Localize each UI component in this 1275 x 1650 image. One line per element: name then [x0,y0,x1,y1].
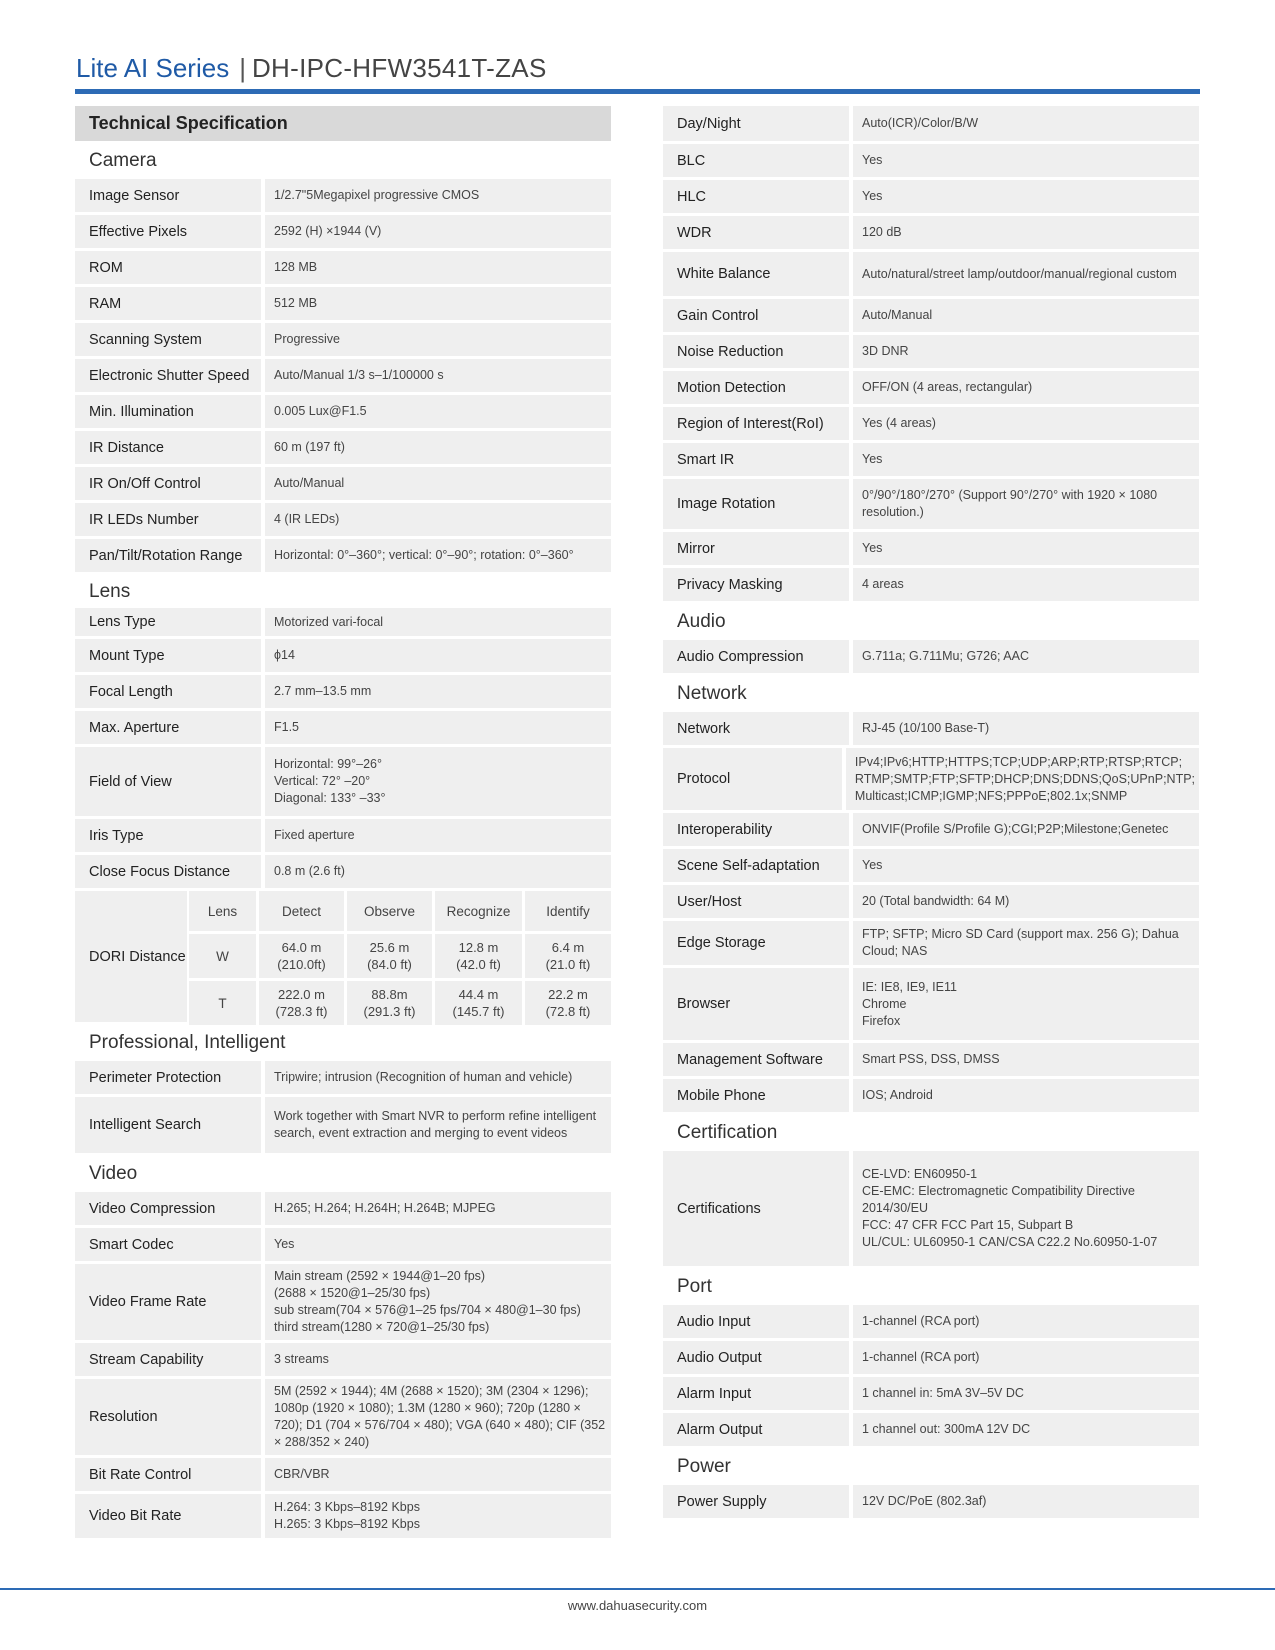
dori-cell: 64.0 m (210.0ft) [259,934,344,978]
spec-value: 3 streams [265,1343,611,1376]
spec-value: 1 channel in: 5mA 3V–5V DC [853,1377,1199,1410]
spec-row [663,813,1199,846]
spec-row [663,1485,1199,1518]
spec-value: Yes [853,144,1199,177]
spec-value: F1.5 [265,711,611,744]
dori-cell: 222.0 m (728.3 ft) [259,981,344,1025]
spec-row [663,1341,1199,1374]
dori-header-cell: Lens [189,891,256,931]
spec-value: 2.7 mm–13.5 mm [265,675,611,708]
spec-label: Image Rotation [663,479,849,529]
spec-value: 4 (IR LEDs) [265,503,611,536]
dori-header-cell: Observe [347,891,432,931]
spec-value: Yes [853,532,1199,565]
spec-value: 3D DNR [853,335,1199,368]
spec-value: 1-channel (RCA port) [853,1305,1199,1338]
spec-row [663,252,1199,296]
spec-value: IE: IE8, IE9, IE11 Chrome Firefox [853,968,1199,1040]
spec-row [663,180,1199,213]
spec-value: OFF/ON (4 areas, rectangular) [853,371,1199,404]
spec-row [75,819,611,852]
spec-row [663,1377,1199,1410]
spec-row [663,849,1199,882]
technical-specification-title: Technical Specification [75,106,611,141]
spec-value: 20 (Total bandwidth: 64 M) [853,885,1199,918]
spec-value: 2592 (H) ×1944 (V) [265,215,611,248]
spec-value: 1-channel (RCA port) [853,1341,1199,1374]
dori-cell: 88.8m (291.3 ft) [347,981,432,1025]
spec-label: Mobile Phone [663,1079,849,1112]
page-header [76,48,547,88]
spec-label: Interoperability [663,813,849,846]
spec-row [663,479,1199,529]
model-number: DH-IPC-HFW3541T-ZAS [251,53,547,83]
header-rule [75,89,1200,94]
spec-row [75,251,611,284]
dori-cell: 25.6 m (84.0 ft) [347,934,432,978]
spec-label: Effective Pixels [75,215,261,248]
spec-value: H.265; H.264; H.264H; H.264B; MJPEG [265,1192,611,1225]
spec-value: 1/2.7"5Megapixel progressive CMOS [265,179,611,212]
spec-row [663,568,1199,601]
spec-label: Mirror [663,532,849,565]
spec-label: Close Focus Distance [75,855,261,888]
spec-value: Main stream (2592 × 1944@1–20 fps) (2688 × 1520@1–25/30 fps) sub stream(704 × 576@1–25 fps/704 × 480@1–30 fps) third stream(1280 × 720@1–25/30 fps) [265,1264,611,1340]
spec-value: Auto/natural/street lamp/outdoor/manual/regional custom [853,252,1199,296]
spec-value: Work together with Smart NVR to perform refine intelligent search, event extraction and merging to event videos [265,1097,611,1153]
spec-label: User/Host [663,885,849,918]
spec-label: Intelligent Search [75,1097,261,1153]
spec-row [75,503,611,536]
spec-value: Auto/Manual 1/3 s–1/100000 s [265,359,611,392]
spec-value: Auto/Manual [265,467,611,500]
spec-label: Perimeter Protection [75,1061,261,1094]
lens-rows [75,608,611,888]
spec-label: Field of View [75,747,261,816]
spec-value: Smart PSS, DSS, DMSS [853,1043,1199,1076]
spec-row [75,711,611,744]
spec-row [75,1379,611,1455]
spec-row [663,640,1199,673]
dori-header-cell: Identify [525,891,611,931]
spec-row [663,1079,1199,1112]
spec-label: Image Sensor [75,179,261,212]
audio-rows [663,640,1199,673]
right-column [663,106,1199,1521]
spec-value: Auto(ICR)/Color/B/W [853,106,1199,141]
spec-value: 128 MB [265,251,611,284]
section-network: Network [677,683,747,704]
spec-label: Audio Input [663,1305,849,1338]
certification-rows [663,1151,1199,1266]
spec-label: White Balance [663,252,849,296]
spec-value: Progressive [265,323,611,356]
spec-row [75,1061,611,1094]
footer-rule [0,1588,1275,1590]
spec-value: IOS; Android [853,1079,1199,1112]
spec-label: Certifications [663,1151,849,1266]
spec-row [663,443,1199,476]
spec-label: Iris Type [75,819,261,852]
spec-value: 12V DC/PoE (802.3af) [853,1485,1199,1518]
dori-header-cell: Recognize [435,891,522,931]
spec-row [663,921,1199,965]
spec-row [663,335,1199,368]
spec-label: RAM [75,287,261,320]
spec-row [75,1494,611,1538]
dori-cell: T [189,981,256,1025]
spec-label: Stream Capability [75,1343,261,1376]
spec-label: Audio Output [663,1341,849,1374]
spec-row [75,855,611,888]
spec-row [663,968,1199,1040]
spec-value: Horizontal: 99°–26° Vertical: 72° –20° Diagonal: 133° –33° [265,747,611,816]
spec-row [75,287,611,320]
spec-row [663,299,1199,332]
footer-website: www.dahuasecurity.com [567,1598,708,1613]
spec-row [75,215,611,248]
spec-label: Video Frame Rate [75,1264,261,1340]
spec-value: Motorized vari-focal [265,608,611,636]
spec-label: BLC [663,144,849,177]
spec-value: ϕ14 [265,639,611,672]
network-rows [663,712,1199,1112]
spec-label: HLC [663,180,849,213]
spec-value: G.711a; G.711Mu; G726; AAC [853,640,1199,673]
spec-label: Resolution [75,1379,261,1455]
section-power: Power [677,1456,731,1477]
spec-label: Edge Storage [663,921,849,965]
spec-row [663,1043,1199,1076]
image-rows [663,106,1199,601]
spec-label: Gain Control [663,299,849,332]
spec-row [663,216,1199,249]
spec-row [663,1413,1199,1446]
spec-value: Yes [265,1228,611,1261]
spec-row [663,144,1199,177]
section-camera: Camera [89,150,157,171]
spec-value: Yes [853,443,1199,476]
spec-row [75,1192,611,1225]
spec-row [75,395,611,428]
spec-value: 0°/90°/180°/270° (Support 90°/270° with 1920 × 1080 resolution.) [853,479,1199,529]
spec-row [663,371,1199,404]
spec-value: Fixed aperture [265,819,611,852]
spec-value: ONVIF(Profile S/Profile G);CGI;P2P;Milestone;Genetec [853,813,1199,846]
spec-row [75,1458,611,1491]
spec-value: 0.8 m (2.6 ft) [265,855,611,888]
spec-value: Tripwire; intrusion (Recognition of human and vehicle) [265,1061,611,1094]
spec-label: WDR [663,216,849,249]
section-professional-intelligent: Professional, Intelligent [89,1032,286,1053]
spec-value: FTP; SFTP; Micro SD Card (support max. 256 G); Dahua Cloud; NAS [853,921,1199,965]
power-rows [663,1485,1199,1518]
spec-label: Browser [663,968,849,1040]
dori-distance-table [75,891,611,1022]
spec-label: Video Compression [75,1192,261,1225]
spec-row [663,748,1199,810]
spec-value: RJ-45 (10/100 Base-T) [853,712,1199,745]
spec-value: 0.005 Lux@F1.5 [265,395,611,428]
spec-row [75,431,611,464]
spec-value: IPv4;IPv6;HTTP;HTTPS;TCP;UDP;ARP;RTP;RTSP;RTCP; RTMP;SMTP;FTP;SFTP;DHCP;DNS;DDNS;QoS;UPnP;NTP; Multicast;ICMP;IGMP;NFS;PPPoE;802.1x;SNMP [846,748,1199,810]
spec-label: Scanning System [75,323,261,356]
spec-label: Motion Detection [663,371,849,404]
spec-row [75,1264,611,1340]
spec-row [663,1305,1199,1338]
spec-label: Smart IR [663,443,849,476]
section-certification: Certification [677,1122,778,1143]
spec-value: Yes [853,180,1199,213]
spec-label: Bit Rate Control [75,1458,261,1491]
spec-label: Min. Illumination [75,395,261,428]
spec-value: 60 m (197 ft) [265,431,611,464]
spec-label: Alarm Input [663,1377,849,1410]
spec-label: IR On/Off Control [75,467,261,500]
dori-cell: W [189,934,256,978]
section-port: Port [677,1276,712,1297]
spec-label: Protocol [663,748,842,810]
spec-label: Focal Length [75,675,261,708]
spec-row [75,675,611,708]
spec-value: Horizontal: 0°–360°; vertical: 0°–90°; rotation: 0°–360° [265,539,611,572]
spec-row [75,359,611,392]
professional-rows [75,1061,611,1153]
camera-rows [75,179,611,572]
dori-header-cell: Detect [259,891,344,931]
spec-row [75,608,611,636]
spec-label: IR LEDs Number [75,503,261,536]
spec-row [75,1097,611,1153]
spec-label: Scene Self-adaptation [663,849,849,882]
spec-row [75,467,611,500]
spec-value: Yes (4 areas) [853,407,1199,440]
spec-label: Management Software [663,1043,849,1076]
dori-cell: 6.4 m (21.0 ft) [525,934,611,978]
spec-row [75,179,611,212]
dori-cell: 22.2 m (72.8 ft) [525,981,611,1025]
dori-cell: 12.8 m (42.0 ft) [435,934,522,978]
video-rows [75,1192,611,1538]
spec-value: 4 areas [853,568,1199,601]
dori-grid [189,891,611,1022]
spec-label: Power Supply [663,1485,849,1518]
spec-label: Audio Compression [663,640,849,673]
spec-value: H.264: 3 Kbps–8192 Kbps H.265: 3 Kbps–8192 Kbps [265,1494,611,1538]
spec-value: Auto/Manual [853,299,1199,332]
section-video: Video [89,1163,138,1184]
spec-value: 1 channel out: 300mA 12V DC [853,1413,1199,1446]
spec-label: Mount Type [75,639,261,672]
section-audio: Audio [677,611,726,632]
header-separator: | [239,53,246,83]
spec-row [75,1343,611,1376]
spec-row [663,1151,1199,1266]
spec-row [663,885,1199,918]
spec-row [75,323,611,356]
spec-label: Video Bit Rate [75,1494,261,1538]
spec-row [75,1228,611,1261]
spec-label: Day/Night [663,106,849,141]
spec-row [663,532,1199,565]
spec-value: CBR/VBR [265,1458,611,1491]
spec-value: Yes [853,849,1199,882]
spec-label: Electronic Shutter Speed [75,359,261,392]
spec-value: CE-LVD: EN60950-1 CE-EMC: Electromagnetic Compatibility Directive 2014/30/EU FCC: 47 CFR FCC Part 15, Subpart B UL/CUL: UL60950-1 CAN/CSA C22.2 No.60950-1-07 [853,1151,1199,1266]
spec-row [663,712,1199,745]
spec-label: Smart Codec [75,1228,261,1261]
spec-label: Max. Aperture [75,711,261,744]
dori-label: DORI Distance [75,891,187,1022]
spec-label: Privacy Masking [663,568,849,601]
spec-label: Pan/Tilt/Rotation Range [75,539,261,572]
port-rows [663,1305,1199,1446]
spec-row [663,407,1199,440]
spec-label: Network [663,712,849,745]
dori-cell: 44.4 m (145.7 ft) [435,981,522,1025]
left-column [75,106,611,1541]
spec-label: Region of Interest(RoI) [663,407,849,440]
spec-label: ROM [75,251,261,284]
section-lens: Lens [89,580,131,602]
spec-row [75,539,611,572]
spec-value: 120 dB [853,216,1199,249]
spec-label: IR Distance [75,431,261,464]
spec-row [663,106,1199,141]
spec-value: 512 MB [265,287,611,320]
spec-value: 5M (2592 × 1944); 4M (2688 × 1520); 3M (2304 × 1296); 1080p (1920 × 1080); 1.3M (1280 × 960); 720p (1280 × 720); D1 (704 × 576/704 × 480); VGA (640 × 480); CIF (352 × 288/352 × 240) [265,1379,611,1455]
spec-label: Lens Type [75,608,261,636]
spec-row [75,639,611,672]
spec-label: Noise Reduction [663,335,849,368]
spec-label: Alarm Output [663,1413,849,1446]
series-name: Lite AI Series [76,53,230,83]
spec-row [75,747,611,816]
